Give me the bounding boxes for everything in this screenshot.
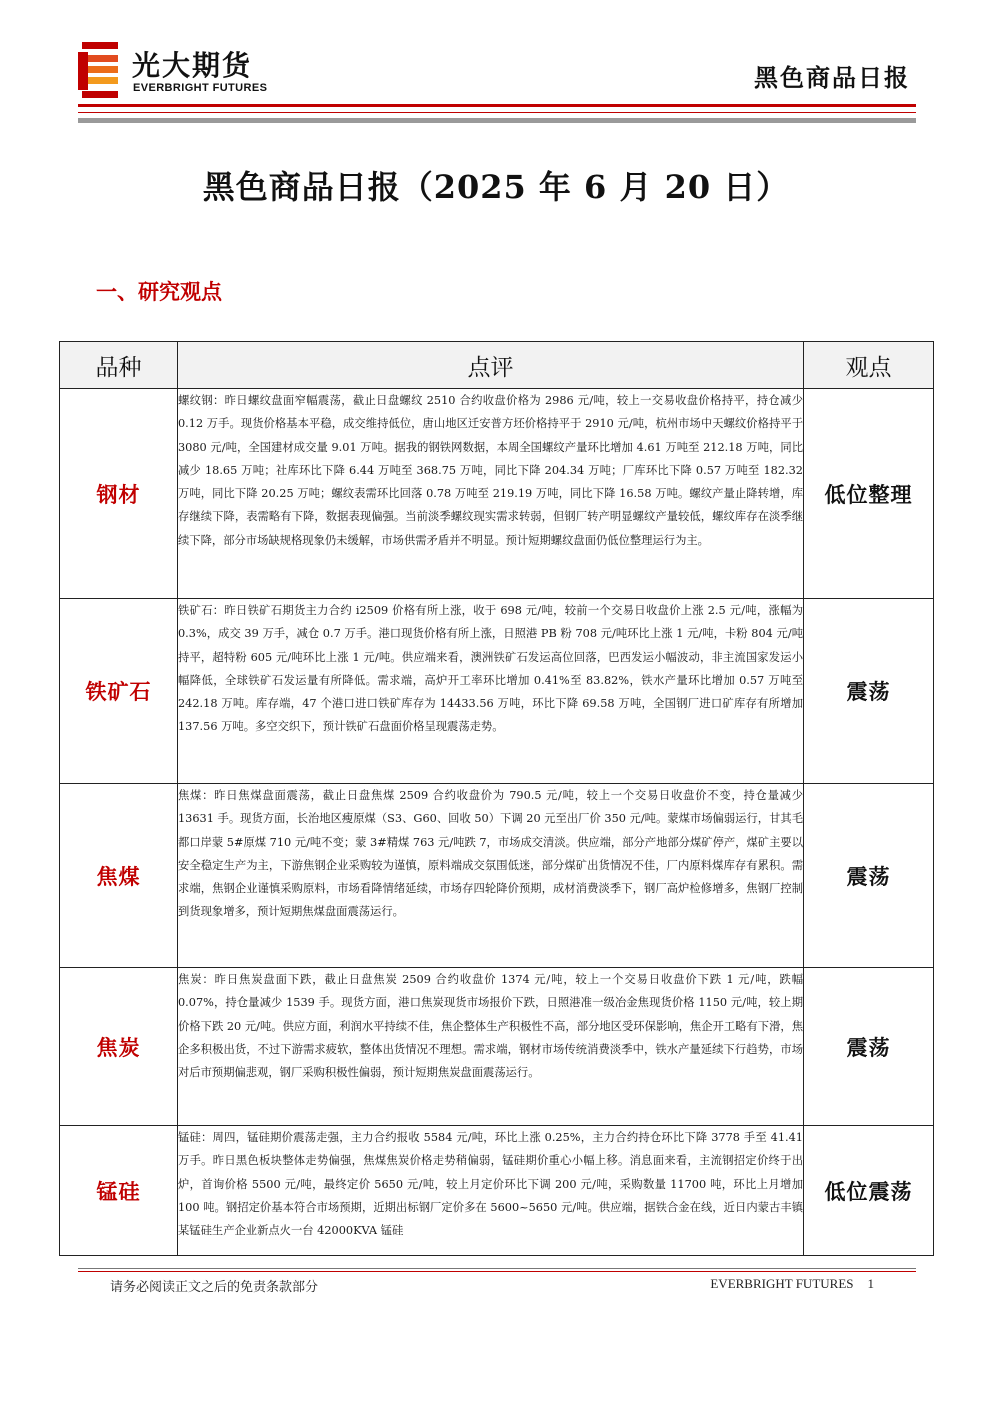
footer-disclaimer: 请务必阅读正文之后的免责条款部分 — [110, 1280, 319, 1295]
view-cell: 震荡 — [804, 599, 934, 784]
comment-cell: 锰硅：周四，锰硅期价震荡走强，主力合约报收 5584 元/吨，环比上涨 0.25%，主力合约持仓环比下降 3778 手至 41.41 万手。昨日黑色板块整体走势偏强，焦煤焦炭价格走势稍偏弱，锰硅期价重心小幅上移。消息面来看，主流钢招定价终于出炉，首询价格 5500 元/吨，最终定价 5650 元/吨，较上月定价环比下调 200 元/吨，采购数量 11700 吨，环比上月增加 100 吨。钢招定价基本符合市场预期，近期出标钢厂定价多在 5600~5650 元/吨。供应端，据铁合金在线，近日内蒙古丰镇某锰硅生产企业新点火一台 42000KVA 锰硅 — [178, 1126, 804, 1256]
footer-company-page — [710, 1276, 874, 1292]
table-row — [60, 389, 934, 599]
company-logo — [78, 42, 290, 100]
table-row — [60, 1126, 934, 1256]
header-report-name: 黑色商品日报 — [754, 63, 910, 92]
variety-cell: 铁矿石 — [60, 599, 178, 784]
variety-cell: 焦炭 — [60, 968, 178, 1126]
header-divider — [78, 104, 916, 123]
section-heading: 一、研究观点 — [96, 279, 222, 304]
comment-cell: 螺纹钢：昨日螺纹盘面窄幅震荡，截止日盘螺纹 2510 合约收盘价格为 2986 元/吨，较上一交易收盘价格持平，持仓减少 0.12 万手。现货价格基本平稳，成交维持低位，唐山地区迁安普方坯价格持平于 2910 元/吨，杭州市场中天螺纹价格持平于 3080 元/吨，全国建材成交量 9.01 万吨。据我的钢铁网数据，本周全国螺纹产量环比增加 4.61 万吨至 212.18 万吨，同比减少 18.65 万吨；社库环比下降 6.44 万吨至 368.75 万吨，同比下降 204.34 万吨；厂库环比下降 0.57 万吨至 182.32 万吨，同比下降 20.25 万吨；螺纹表需环比回落 0.78 万吨至 219.19 万吨，同比下降 16.58 万吨。螺纹产量止降转增，库存继续下降，表需略有下降，数据表现偏强。当前淡季螺纹现实需求转弱，但钢厂转产明显螺纹产量较低，螺纹库存在淡季继续下降，部分市场缺规格现象仍未缓解，市场供需矛盾并不明显。预计短期螺纹盘面仍低位整理运行为主。 — [178, 389, 804, 599]
everbright-logo-icon — [78, 42, 122, 98]
footer-company: EVERBRIGHT FUTURES — [710, 1276, 854, 1291]
footer-divider — [78, 1268, 916, 1269]
variety-cell: 钢材 — [60, 389, 178, 599]
logo-english-name: EVERBRIGHT FUTURES — [133, 82, 268, 94]
footer-divider-accent — [78, 1271, 916, 1272]
view-cell: 低位整理 — [804, 389, 934, 599]
comment-cell: 焦煤：昨日焦煤盘面震荡，截止日盘焦煤 2509 合约收盘价为 790.5 元/吨，较上一个交易日收盘价不变，持仓量减少 13631 手。现货方面，长治地区瘦原煤（S3、G60、回收 50）下调 20 元至出厂价 350 元/吨。蒙煤市场偏弱运行，甘其毛都口岸蒙 5#原煤 710 元/吨不变；蒙 3#精煤 763 元/吨跌 7，市场成交清淡。供应端，部分产地部分煤矿停产，煤矿主要以安全稳定生产为主，下游焦钢企业采购较为谨慎，原料端成交氛围低迷，部分煤矿出货情况不佳，厂内原料煤库存有累积。需求端，焦钢企业谨慎采购原料，市场看降情绪延续，市场存四轮降价预期，成材消费淡季下，钢厂高炉检修增多，焦钢厂控制到货现象增多，预计短期焦煤盘面震荡运行。 — [178, 784, 804, 968]
view-cell: 震荡 — [804, 784, 934, 968]
table-row — [60, 968, 934, 1126]
table-header-row — [60, 342, 934, 389]
page-number: 1 — [867, 1276, 874, 1291]
document-title: 黑色商品日报（2025 年 6 月 20 日） — [202, 168, 790, 206]
variety-cell: 锰硅 — [60, 1126, 178, 1256]
comment-cell: 焦炭：昨日焦炭盘面下跌，截止日盘焦炭 2509 合约收盘价 1374 元/吨，较上一个交易日收盘价下跌 1 元/吨，跌幅 0.07%，持仓量减少 1539 手。现货方面，港口焦炭现货市场报价下跌，日照港准一级冶金焦现货价格 1150 元/吨，较上期价格下跌 20 元/吨。供应方面，利润水平持续不佳，焦企整体生产积极性不高，部分地区受环保影响，焦企开工略有下滑，焦企多积极出货，不过下游需求疲软，整体出货情况不理想。需求端，钢材市场传统消费淡季中，铁水产量延续下行趋势，市场对后市预期偏悲观，钢厂采购积极性偏弱，预计短期焦炭盘面震荡运行。 — [178, 968, 804, 1126]
comment-cell: 铁矿石：昨日铁矿石期货主力合约 i2509 价格有所上涨，收于 698 元/吨，较前一个交易日收盘价上涨 2.5 元/吨，涨幅为 0.3%，成交 39 万手，减仓 0.7 万手。港口现货价格有所上涨，日照港 PB 粉 708 元/吨环比上涨 1 元/吨，卡粉 804 元/吨持平，超特粉 605 元/吨环比上涨 1 元/吨。供应端来看，澳洲铁矿石发运高位回落，巴西发运小幅波动，非主流国家发运小幅降低，全球铁矿石发运量有所降低。需求端，高炉开工率环比增加 0.41%至 83.82%，铁水产量环比增加 0.57 万吨至 242.18 万吨。库存端，47 个港口进口铁矿库存为 14433.56 万吨，环比下降 69.58 万吨，全国钢厂进口矿库存有所增加 137.56 万吨。多空交织下，预计铁矿石盘面价格呈现震荡走势。 — [178, 599, 804, 784]
variety-cell: 焦煤 — [60, 784, 178, 968]
view-cell: 震荡 — [804, 968, 934, 1126]
view-cell: 低位震荡 — [804, 1126, 934, 1256]
column-header-view: 观点 — [804, 342, 934, 389]
logo-chinese-name: 光大期货 — [132, 49, 253, 82]
table-row — [60, 599, 934, 784]
column-header-comment: 点评 — [178, 342, 804, 389]
table-row — [60, 784, 934, 968]
column-header-variety: 品种 — [60, 342, 178, 389]
research-table — [59, 341, 934, 1256]
